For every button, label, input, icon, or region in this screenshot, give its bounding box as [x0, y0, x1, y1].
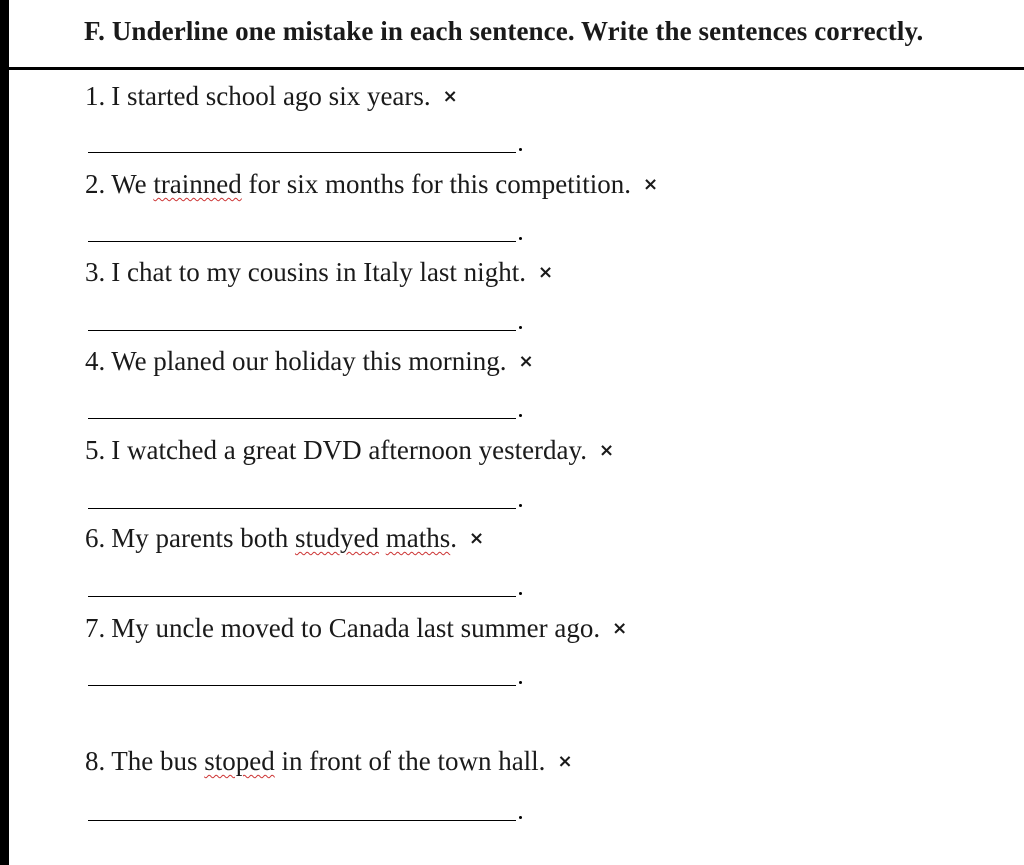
- spelling-error-word: maths: [385, 523, 451, 553]
- period-dot: [519, 816, 522, 819]
- period-dot: [519, 592, 522, 595]
- sentence-text: I watched a great DVD afternoon yesterday.: [111, 435, 588, 465]
- incorrect-mark-icon: ×: [468, 528, 485, 549]
- spelling-error-word: stoped: [204, 746, 275, 776]
- sentence-text: [379, 523, 386, 553]
- period-dot: [519, 504, 522, 507]
- spelling-error-word: studyed: [294, 523, 379, 553]
- incorrect-mark-icon: ×: [537, 262, 554, 283]
- left-border: [0, 0, 9, 865]
- answer-line-1[interactable]: [88, 152, 516, 153]
- sentence-text: My uncle moved to Canada last summer ago.: [111, 613, 601, 643]
- sentence-text: I started school ago six years.: [111, 81, 431, 111]
- period-dot: [519, 148, 522, 151]
- sentence-text: The bus: [111, 746, 205, 776]
- spelling-error-word: trainned: [153, 169, 242, 199]
- sentence-6: [85, 522, 484, 555]
- sentence-text: for six months for this competition.: [241, 169, 632, 199]
- sentence-number: 8.: [85, 746, 106, 776]
- sentence-text: I chat to my cousins in Italy last night.: [111, 257, 526, 287]
- sentence-number: 2.: [85, 169, 106, 199]
- sentence-number: 3.: [85, 257, 106, 287]
- heading-divider: [9, 67, 1024, 70]
- sentence-2: [85, 168, 658, 201]
- incorrect-mark-icon: ×: [643, 174, 659, 195]
- sentence-number: 7.: [85, 613, 106, 643]
- sentence-text: We: [111, 169, 154, 199]
- sentence-number: 6.: [85, 523, 106, 553]
- sentence-text: My parents both: [111, 523, 295, 553]
- incorrect-mark-icon: ×: [518, 351, 534, 372]
- sentence-number: 5.: [85, 435, 106, 465]
- sentence-1: [85, 80, 458, 113]
- sentence-text: in front of the town hall.: [274, 746, 546, 776]
- incorrect-mark-icon: ×: [612, 618, 628, 639]
- period-dot: [519, 237, 522, 240]
- answer-line-7[interactable]: [88, 685, 516, 686]
- answer-line-6[interactable]: [88, 596, 516, 597]
- sentence-number: 4.: [85, 346, 106, 376]
- incorrect-mark-icon: ×: [557, 751, 573, 772]
- period-dot: [519, 681, 522, 684]
- answer-line-3[interactable]: [88, 330, 516, 331]
- answer-line-4[interactable]: [88, 418, 516, 419]
- sentence-text: .: [450, 523, 457, 553]
- sentence-7: [85, 612, 627, 645]
- answer-line-2[interactable]: [88, 241, 516, 242]
- exercise-heading: F. Underline one mistake in each sentence. Write the sentences correctly.: [84, 16, 924, 46]
- sentence-3: [85, 256, 553, 289]
- sentence-8: [85, 745, 573, 778]
- answer-line-8[interactable]: [88, 820, 516, 821]
- period-dot: [519, 414, 522, 417]
- sentence-5: [85, 434, 614, 467]
- period-dot: [519, 326, 522, 329]
- sentence-text: We planed our holiday this morning.: [111, 346, 507, 376]
- incorrect-mark-icon: ×: [599, 440, 615, 461]
- answer-line-5[interactable]: [88, 508, 516, 509]
- sentence-number: 1.: [85, 81, 106, 111]
- sentence-4: [85, 345, 534, 378]
- incorrect-mark-icon: ×: [442, 86, 458, 107]
